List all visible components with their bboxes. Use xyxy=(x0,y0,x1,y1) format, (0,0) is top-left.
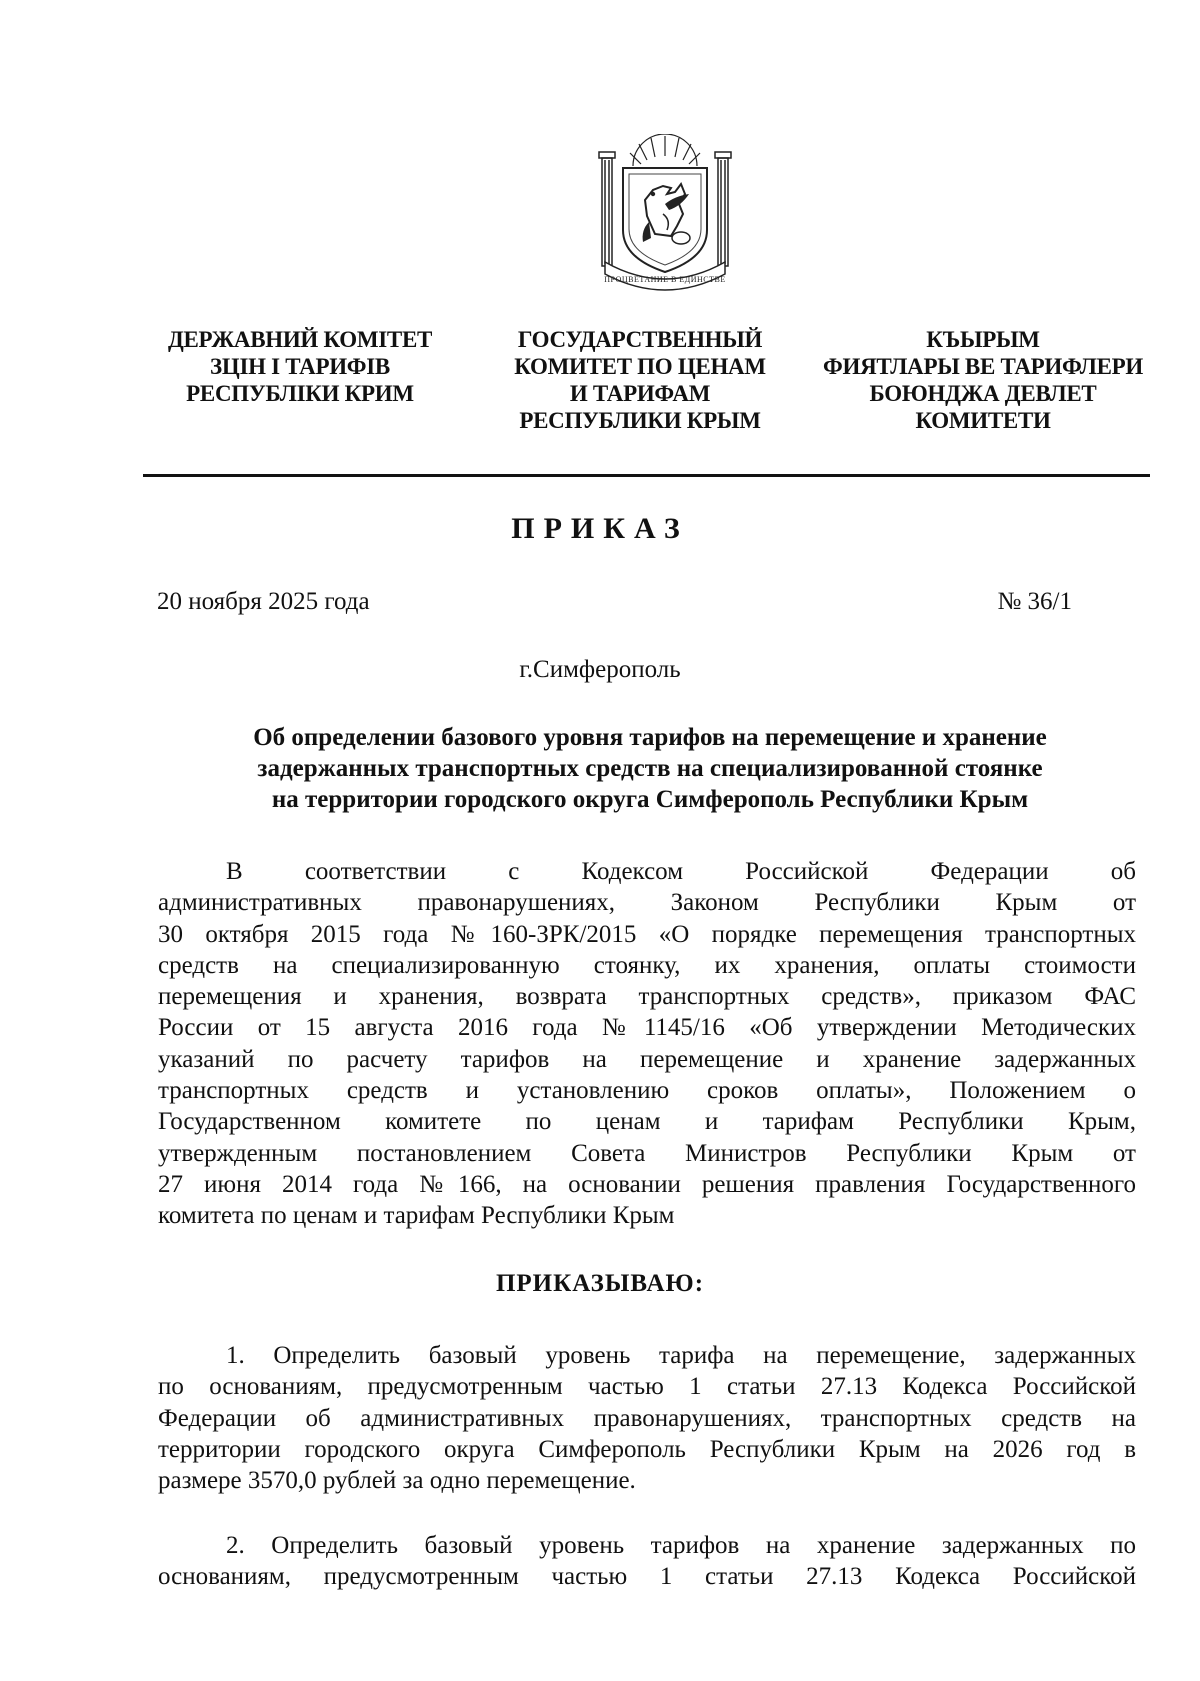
header-line: ЗЦІН І ТАРИФІВ xyxy=(210,354,390,379)
paragraph-line: 27 июня 2014 года №166, на основании решения правления Государственного xyxy=(158,1170,1136,1198)
svg-text:ПРОЦВЕТАНИЕ В ЕДИНСТВЕ: ПРОЦВЕТАНИЕ В ЕДИНСТВЕ xyxy=(604,275,726,284)
header-line: РЕСПУБЛИКИ КРЫМ xyxy=(519,408,761,433)
header-russian-name xyxy=(490,326,790,434)
paragraph-line: средств на специализированную стоянку, их хранения, оплаты стоимости xyxy=(158,951,1136,979)
header-line: КОМИТЕТИ xyxy=(915,408,1051,433)
paragraph-line: утвержденным постановлением Совета Министров Республики Крым от xyxy=(158,1139,1136,1167)
paragraph-line: указаний по расчету тарифов на перемещение и хранение задержанных xyxy=(158,1045,1136,1073)
header-line: КОМИТЕТ ПО ЦЕНАМ xyxy=(514,354,766,379)
header-line: БОЮНДЖА ДЕВЛЕТ xyxy=(869,381,1097,406)
document-number: № 36/1 xyxy=(997,588,1072,615)
paragraph-line: комитета по ценам и тарифам Республики Крым xyxy=(158,1202,675,1230)
header-divider xyxy=(143,474,1150,477)
paragraph-line: В соответствии с Кодексом Российской Федерации об xyxy=(226,858,1136,885)
order-heading: ПРИКАЗЫВАЮ: xyxy=(495,1270,705,1297)
header-ukrainian-name xyxy=(150,326,450,407)
paragraph-line: административных правонарушениях, Законом Республики Крым от xyxy=(158,889,1136,917)
document-type-title: ПРИКАЗ xyxy=(511,512,689,545)
paragraph-line: 30 октября 2015 года №160-ЗРК/2015 «О порядке перемещения транспортных xyxy=(158,920,1136,948)
document-city: г.Симферополь xyxy=(519,656,681,683)
paragraph-line: основаниям, предусмотренным частью 1 статьи 27.13 Кодекса Российской xyxy=(158,1563,1136,1591)
header-ministry-names xyxy=(150,326,1150,446)
paragraph-line: России от 15 августа 2016 года №1145/16 «Об утверждении Методических xyxy=(158,1014,1136,1042)
document-subject xyxy=(150,722,1150,815)
paragraph-line: размере 3570,0 рублей за одно перемещение. xyxy=(158,1467,636,1495)
header-crimean-tatar-name xyxy=(818,326,1148,434)
paragraph-line: территории городского округа Симферополь Республики Крым на 2026 год в xyxy=(158,1435,1136,1463)
header-line: ДЕРЖАВНИЙ КОМІТЕТ xyxy=(167,327,433,352)
preamble-paragraph xyxy=(158,856,1136,1232)
header-line: КЪЫРЫМ xyxy=(926,327,1040,352)
document-date: 20 ноября 2025 года xyxy=(157,588,370,615)
paragraph-line: Федерации об административных правонарушениях, транспортных средств на xyxy=(158,1404,1136,1432)
subject-line: Об определении базового уровня тарифов на перемещение и хранение xyxy=(253,724,1047,751)
header-line: ФИЯТЛАРЫ ВЕ ТАРИФЛЕРИ xyxy=(823,354,1143,379)
paragraph-line: 1. Определить базовый уровень тарифа на перемещение, задержанных xyxy=(226,1342,1136,1369)
crimea-coat-of-arms-icon xyxy=(585,134,745,294)
paragraph-line: Государственном комитете по ценам и тарифам Республики Крым, xyxy=(158,1108,1136,1136)
subject-line: на территории городского округа Симферополь Республики Крым xyxy=(271,786,1029,813)
order-item-1 xyxy=(158,1340,1136,1496)
header-line: ГОСУДАРСТВЕННЫЙ xyxy=(517,327,763,352)
paragraph-line: по основаниям, предусмотренным частью 1 статьи 27.13 Кодекса Российской xyxy=(158,1373,1136,1401)
paragraph-line: перемещения и хранения, возврата транспортных средств», приказом ФАС xyxy=(158,983,1136,1011)
subject-line: задержанных транспортных средств на специализированной стоянке xyxy=(257,755,1043,782)
paragraph-line: транспортных средств и установлению сроков оплаты», Положением о xyxy=(158,1077,1136,1105)
paragraph-line: 2. Определить базовый уровень тарифов на хранение задержанных по xyxy=(226,1532,1136,1559)
header-line: РЕСПУБЛІКИ КРИМ xyxy=(186,381,414,406)
order-item-2 xyxy=(158,1530,1136,1593)
header-line: И ТАРИФАМ xyxy=(569,381,711,406)
